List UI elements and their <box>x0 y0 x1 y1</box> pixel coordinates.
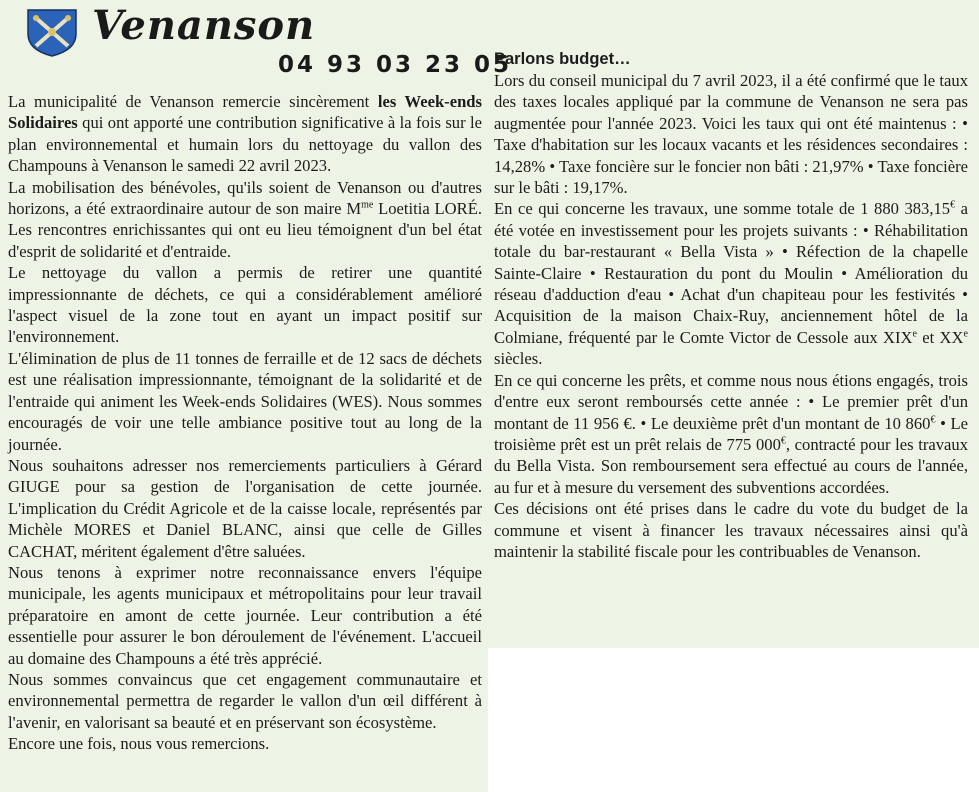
paragraph: Le nettoyage du vallon a permis de retirer une quantité impressionnante de déchets, ce qui a considérablement amélioré l'aspect visuel de la zone tout en ayant un impact positif sur l'environnement. <box>8 263 482 347</box>
paragraph: Ces décisions ont été prises dans le cadre du vote du budget de la commune et visent à financer les travaux nécessaires ainsi qu'à maintenir la stabilité fiscale pour les contribuables de Venanson. <box>494 499 968 561</box>
paragraph-text: a été votée en investissement pour les projets suivants : • Réhabilitation totale du bar-restaurant « Bella Vista » • Réfection de la chapelle Sainte-Claire • Restauration du pont du Moulin • Amélioration du réseau d'adduction d'eau • Achat d'un chapiteau pour les festivités • Acquisition de la maison Chaix-Ruy, anciennement hôtel de la Colmiane, fréquenté par le Comte Victor de Cessole aux XIX <box>494 199 968 347</box>
article-parlons-budget <box>494 49 968 562</box>
paragraph: Nous sommes convaincus que cet engagement communautaire et environnemental permettra de regarder le vallon d'un œil différent à l'avenir, en valorisant sa beauté et en préservant son écosystème. <box>8 669 482 732</box>
superscript: € <box>780 435 786 447</box>
paragraph <box>494 370 968 498</box>
superscript: me <box>361 199 374 211</box>
masthead <box>24 2 513 84</box>
paragraph: Nous souhaitons adresser nos remerciements particuliers à Gérard GIUGE pour sa gestion de l'organisation de cette journée. L'implication du Crédit Agricole et de la caisse locale, représentés par Michèle MORES et Daniel BLANC, ainsi que celle de Gilles CACHAT, méritent également d'être saluées. <box>8 455 482 561</box>
paragraph-text: Loetitia LORÉ. Les rencontres enrichissantes qui ont eu lieu témoignent d'un bel état d'esprit de solidarité et d'entraide. <box>8 199 482 261</box>
paragraph: Lors du conseil municipal du 7 avril 2023, il a été confirmé que le taux des taxes locales appliqué par la commune de Venanson ne sera pas augmentée pour l'année 2023. Voici les taux qui ont été maintenus : • Taxe d'habitation sur les locaux vacants et les résidences secondaires : 14,28% • Taxe foncière sur le foncier non bâti : 21,97% • Taxe foncière sur le bâti : 19,17%. <box>494 71 968 198</box>
phone-number: 04 93 03 23 05 <box>278 52 513 78</box>
superscript: € <box>930 413 936 425</box>
paragraph: Nous tenons à exprimer notre reconnaissance envers l'équipe municipale, les agents municipaux et métropolitains pour leur travail préparatoire en amont de cette journée. Leur contribution a été essentielle pour assurer le bon déroulement de l'événement. L'accueil au domaine des Champouns a été très apprécié. <box>8 562 482 668</box>
paragraph-text: En ce qui concerne les travaux, une somme totale de 1 880 383,15 <box>494 199 951 219</box>
paragraph-text: La municipalité de Venanson remercie sincèrement <box>8 92 378 111</box>
paragraph-text: qui ont apporté une contribution significative à la fois sur le plan environnemental et humain lors du nettoyage du vallon des Champouns à Venanson le samedi 22 avril 2023. <box>8 113 482 176</box>
paragraph <box>8 177 482 263</box>
paragraph-text: , contracté pour les travaux du Bella Vista. Son remboursement sera effectué au cours de l'année, au fur et à mesure du versement des subventions accordées. <box>494 434 968 497</box>
paragraph-text: La mobilisation des bénévoles, qu'ils soient de Venanson ou d'autres horizons, a été extraordinaire autour de son maire M <box>8 177 482 219</box>
paragraph-text: En ce qui concerne les prêts, et comme nous nous étions engagés, trois d'entre eux seront remboursés cette année : • Le premier prêt d'un montant de 11 956 €. • Le deuxième prêt d'un montant de 10 860 <box>494 370 968 433</box>
paragraph <box>494 198 968 369</box>
coat-of-arms-icon <box>24 6 80 58</box>
organization-name: les Week-ends Solidaires <box>8 92 482 133</box>
superscript: e <box>912 328 917 340</box>
article-heading: Parlons budget… <box>494 50 631 68</box>
article-week-ends-solidaires <box>8 91 482 755</box>
paragraph-text: et XX <box>916 327 964 347</box>
town-name: Venanson <box>92 2 316 49</box>
superscript: € <box>950 199 956 211</box>
superscript: e <box>963 328 968 340</box>
paragraph-text: siècles. <box>494 349 543 369</box>
paragraph: Encore une fois, nous vous remercions. <box>8 734 270 754</box>
paragraph <box>8 91 482 177</box>
paragraph: L'élimination de plus de 11 tonnes de ferraille et de 12 sacs de déchets est une réalisation impressionnante, témoignant de la solidarité et de l'entraide qui animent les Week-ends Solidaires (WES). Nous sommes encouragés de voir une telle ambiance positive tout au long de la journée. <box>8 348 482 454</box>
paragraph-text: • Le troisième prêt est un prêt relais de 775 000 <box>494 413 969 454</box>
